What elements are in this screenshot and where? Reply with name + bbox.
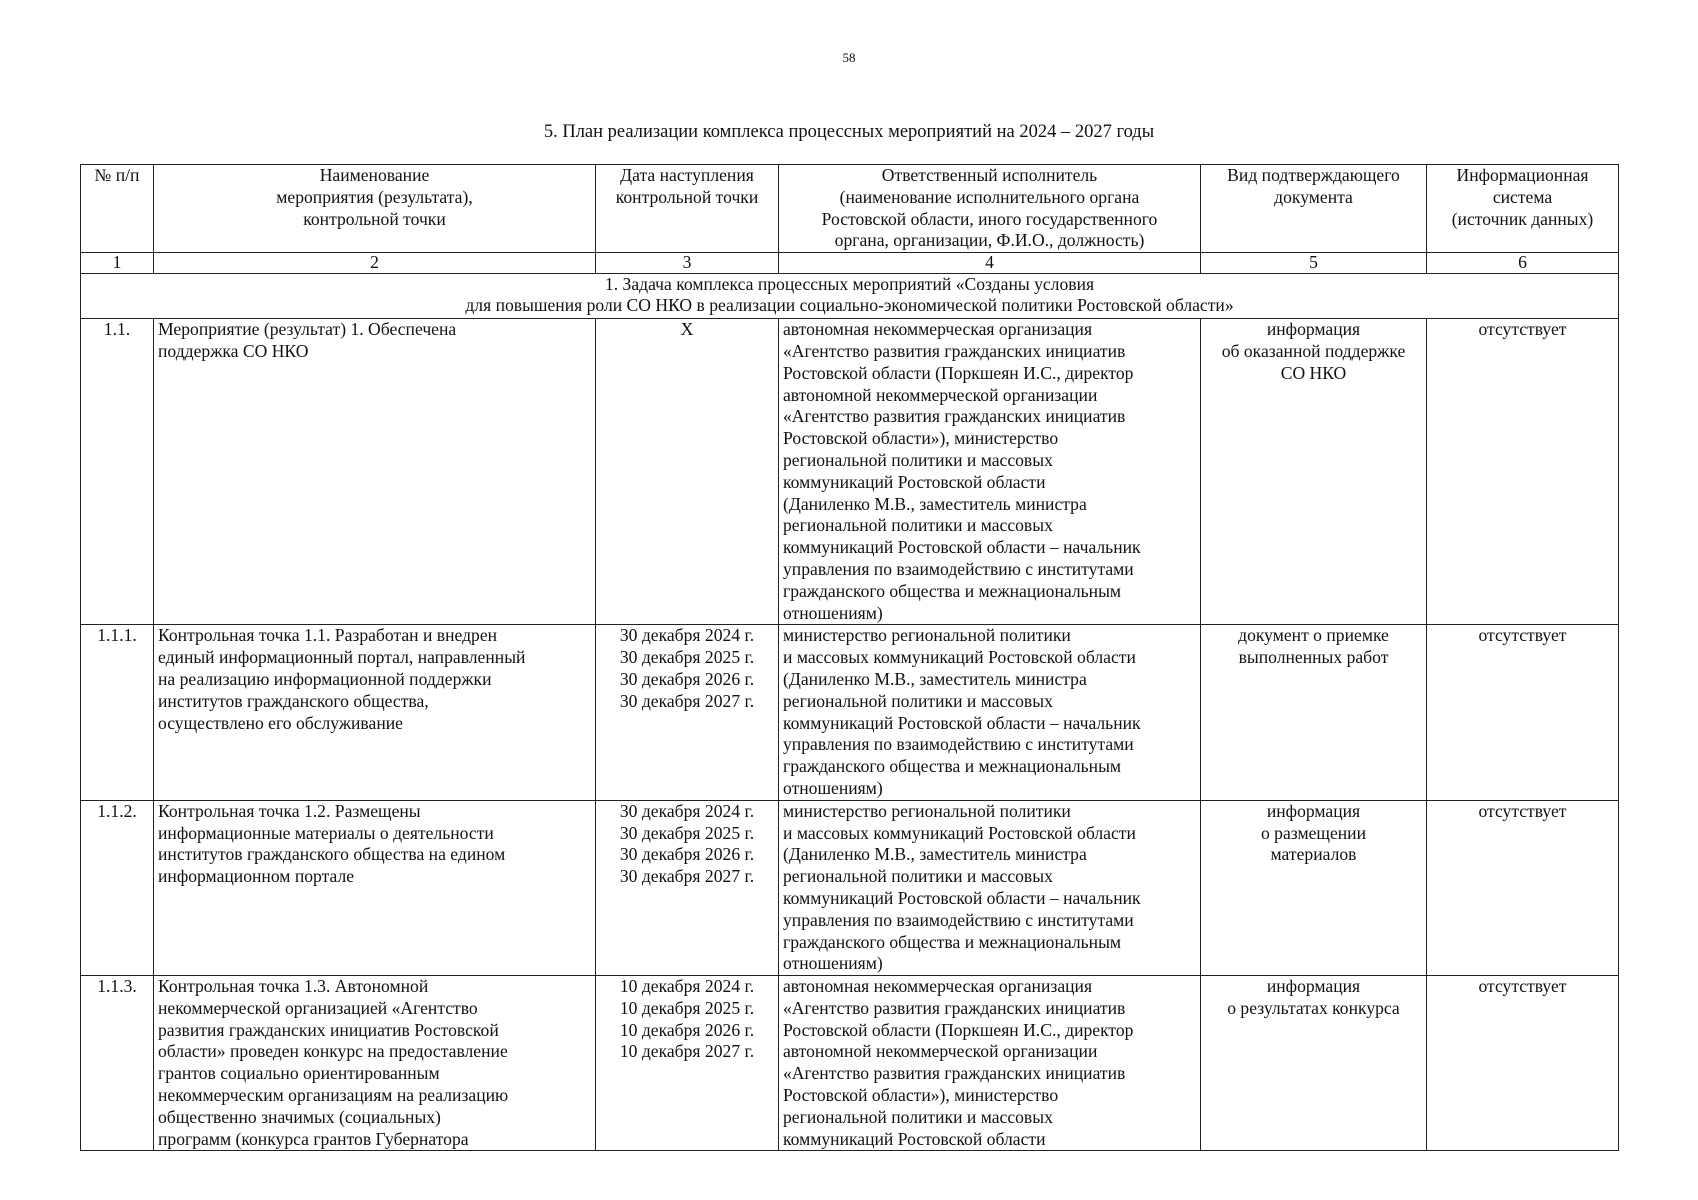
text-line: (наименование исполнительного органа	[839, 186, 1140, 207]
text-line: «Агентство развития гражданских инициатив	[783, 1063, 1126, 1084]
text-line: региональной политики и массовых	[783, 866, 1053, 887]
text-line: система	[1492, 186, 1553, 207]
column-number: 4	[779, 253, 1201, 274]
text-line: гражданского общества и межнациональным	[783, 580, 1122, 601]
text-line: 10 декабря 2027 г.	[619, 1041, 755, 1062]
text-line: информационные материалы о деятельности	[158, 822, 494, 843]
text-line: Ростовской области, иного государственного	[821, 208, 1158, 229]
text-line: Дата наступления	[620, 165, 754, 185]
row-system	[1427, 800, 1619, 975]
text-line: Ростовской области»), министерство	[783, 1085, 1059, 1106]
text-line: (Даниленко М.В., заместитель министра	[783, 668, 1087, 689]
text-line: 30 декабря 2024 г.	[619, 625, 755, 646]
text-line: (Даниленко М.В., заместитель министра	[783, 844, 1087, 865]
text-line: контрольной точки	[615, 186, 759, 207]
page-number: 58	[842, 50, 856, 65]
text-line: Контрольная точка 1.2. Размещены	[158, 800, 421, 821]
row-dates	[596, 625, 779, 800]
text-line: отношениям)	[783, 777, 883, 798]
table-row	[81, 800, 1619, 975]
plan-table	[80, 164, 1619, 1151]
row-dates	[596, 800, 779, 975]
column-number: 2	[154, 253, 596, 274]
text-line: и массовых коммуникаций Ростовской области	[783, 822, 1136, 843]
text-line: 1. Задача комплекса процессных мероприятий «Созданы условия	[604, 274, 1095, 295]
text-line: коммуникаций Ростовской области – начальник	[783, 887, 1141, 908]
text-line: информация	[1266, 976, 1361, 997]
task-title	[81, 274, 1619, 319]
text-line: X	[680, 319, 694, 340]
text-line: грантов социально ориентированным	[158, 1063, 440, 1084]
row-dates	[596, 319, 779, 625]
text-line: информация	[1266, 319, 1361, 340]
text-line: Ростовской области (Поркшеян И.С., директор	[783, 362, 1134, 383]
text-line: поддержка СО НКО	[158, 340, 309, 361]
table-header-row	[81, 165, 1619, 253]
text-line: министерство региональной политики	[783, 625, 1071, 646]
column-number: 1	[81, 253, 154, 274]
text-line: отношениям)	[783, 953, 883, 974]
text-line: гражданского общества и межнациональным	[783, 756, 1122, 777]
text-line: отсутствует	[1478, 976, 1567, 997]
text-line: мероприятия (результата),	[276, 186, 473, 207]
text-line: автономная некоммерческая организация	[783, 319, 1093, 340]
row-system	[1427, 976, 1619, 1151]
text-line: региональной политики и массовых	[783, 1106, 1053, 1127]
column-number: 3	[596, 253, 779, 274]
text-line: Ростовской области»), министерство	[783, 428, 1059, 449]
column-number: 5	[1201, 253, 1427, 274]
row-name	[154, 319, 596, 625]
column-number: 6	[1427, 253, 1619, 274]
text-line: коммуникаций Ростовской области	[783, 471, 1046, 492]
row-responsible	[779, 800, 1201, 975]
text-line: № п/п	[94, 165, 140, 185]
text-line: о результатах конкурса	[1227, 997, 1400, 1018]
text-line: 30 декабря 2024 г.	[619, 800, 755, 821]
text-line: коммуникаций Ростовской области – начальник	[783, 537, 1141, 558]
text-line: автономной некоммерческой организации	[783, 1041, 1098, 1062]
text-line: 30 декабря 2025 г.	[619, 647, 755, 668]
text-line: институтов гражданского общества,	[158, 690, 429, 711]
text-line: Информационная	[1456, 165, 1589, 185]
header-date	[596, 165, 779, 253]
text-line: региональной политики и массовых	[783, 515, 1053, 536]
header-system	[1427, 165, 1619, 253]
text-line: региональной политики и массовых	[783, 690, 1053, 711]
row-dates	[596, 976, 779, 1151]
text-line: 10 декабря 2025 г.	[619, 997, 755, 1018]
text-line: автономная некоммерческая организация	[783, 976, 1093, 997]
text-line: управления по взаимодействию с институтами	[783, 558, 1134, 579]
text-line: материалов	[1270, 844, 1357, 865]
row-system	[1427, 625, 1619, 800]
row-number: 1.1.2.	[81, 800, 154, 975]
text-line: «Агентство развития гражданских инициатив	[783, 340, 1126, 361]
text-line: автономной некоммерческой организации	[783, 384, 1098, 405]
text-line: региональной политики и массовых	[783, 449, 1053, 470]
text-line: 10 декабря 2024 г.	[619, 976, 755, 997]
text-line: отсутствует	[1478, 625, 1567, 646]
text-line: некоммерческим организациям на реализацию	[158, 1085, 509, 1106]
row-responsible	[779, 625, 1201, 800]
row-name	[154, 976, 596, 1151]
text-line: управления по взаимодействию с институтами	[783, 734, 1134, 755]
row-document	[1201, 976, 1427, 1151]
task-row	[81, 274, 1619, 319]
text-line: осуществлено его обслуживание	[158, 712, 403, 733]
text-line: отсутствует	[1478, 319, 1567, 340]
text-line: «Агентство развития гражданских инициатив	[783, 997, 1126, 1018]
text-line: Ответственный исполнитель	[881, 165, 1098, 185]
text-line: единый информационный портал, направленный	[158, 647, 526, 668]
text-line: СО НКО	[1280, 362, 1347, 383]
text-line: контрольной точки	[303, 208, 446, 229]
text-line: информационном портале	[158, 866, 355, 887]
text-line: информация	[1266, 800, 1361, 821]
row-responsible	[779, 976, 1201, 1151]
text-line: 30 декабря 2027 г.	[619, 866, 755, 887]
table-row	[81, 625, 1619, 800]
row-number: 1.1.3.	[81, 976, 154, 1151]
header-number	[81, 165, 154, 253]
text-line: гражданского общества и межнациональным	[783, 931, 1122, 952]
document-title: 5. План реализации комплекса процессных мероприятий на 2024 – 2027 годы	[543, 122, 1155, 142]
text-line: отношениям)	[783, 602, 883, 623]
text-line: о размещении	[1260, 822, 1367, 843]
text-line: министерство региональной политики	[783, 800, 1071, 821]
text-line: 30 декабря 2027 г.	[619, 690, 755, 711]
text-line: и массовых коммуникаций Ростовской области	[783, 647, 1136, 668]
text-line: программ (конкурса грантов Губернатора	[158, 1128, 469, 1149]
text-line: отсутствует	[1478, 800, 1567, 821]
text-line: выполненных работ	[1238, 647, 1389, 668]
text-line: документ о приемке	[1238, 625, 1389, 646]
text-line: «Агентство развития гражданских инициатив	[783, 406, 1126, 427]
text-line: Ростовской области (Поркшеян И.С., директор	[783, 1019, 1134, 1040]
header-responsible	[779, 165, 1201, 253]
text-line: области» проведен конкурс на предоставление	[158, 1041, 508, 1062]
text-line: Контрольная точка 1.3. Автономной	[158, 976, 429, 997]
row-document	[1201, 800, 1427, 975]
text-line: развития гражданских инициатив Ростовской	[158, 1019, 499, 1040]
text-line: Наименование	[319, 165, 430, 185]
text-line: Мероприятие (результат) 1. Обеспечена	[158, 319, 457, 340]
row-name	[154, 800, 596, 975]
text-line: управления по взаимодействию с институтами	[783, 909, 1134, 930]
text-line: 10 декабря 2026 г.	[619, 1019, 755, 1040]
row-document	[1201, 625, 1427, 800]
text-line: коммуникаций Ростовской области	[783, 1128, 1046, 1149]
text-line: Контрольная точка 1.1. Разработан и внедрен	[158, 625, 498, 646]
text-line: на реализацию информационной поддержки	[158, 668, 492, 689]
column-numbers-row	[81, 253, 1619, 274]
table-row	[81, 976, 1619, 1151]
text-line: для повышения роли СО НКО в реализации социально-экономической политики Ростовской области»	[465, 295, 1234, 316]
text-line: (источник данных)	[1451, 208, 1594, 229]
text-line: некоммерческой организацией «Агентство	[158, 997, 478, 1018]
text-line: 30 декабря 2026 г.	[619, 668, 755, 689]
header-name	[154, 165, 596, 253]
row-number: 1.1.1.	[81, 625, 154, 800]
text-line: об оказанной поддержке	[1221, 340, 1406, 361]
text-line: институтов гражданского общества на едином	[158, 844, 506, 865]
row-system	[1427, 319, 1619, 625]
text-line: 30 декабря 2026 г.	[619, 844, 755, 865]
text-line: коммуникаций Ростовской области – начальник	[783, 712, 1141, 733]
text-line: (Даниленко М.В., заместитель министра	[783, 493, 1087, 514]
row-responsible	[779, 319, 1201, 625]
row-document	[1201, 319, 1427, 625]
table-row	[81, 319, 1619, 625]
row-number: 1.1.	[81, 319, 154, 625]
row-name	[154, 625, 596, 800]
header-document	[1201, 165, 1427, 253]
text-line: общественно значимых (социальных)	[158, 1106, 441, 1127]
text-line: 30 декабря 2025 г.	[619, 822, 755, 843]
text-line: документа	[1274, 186, 1353, 207]
text-line: органа, организации, Ф.И.О., должность)	[834, 230, 1145, 251]
text-line: Вид подтверждающего	[1227, 165, 1400, 185]
